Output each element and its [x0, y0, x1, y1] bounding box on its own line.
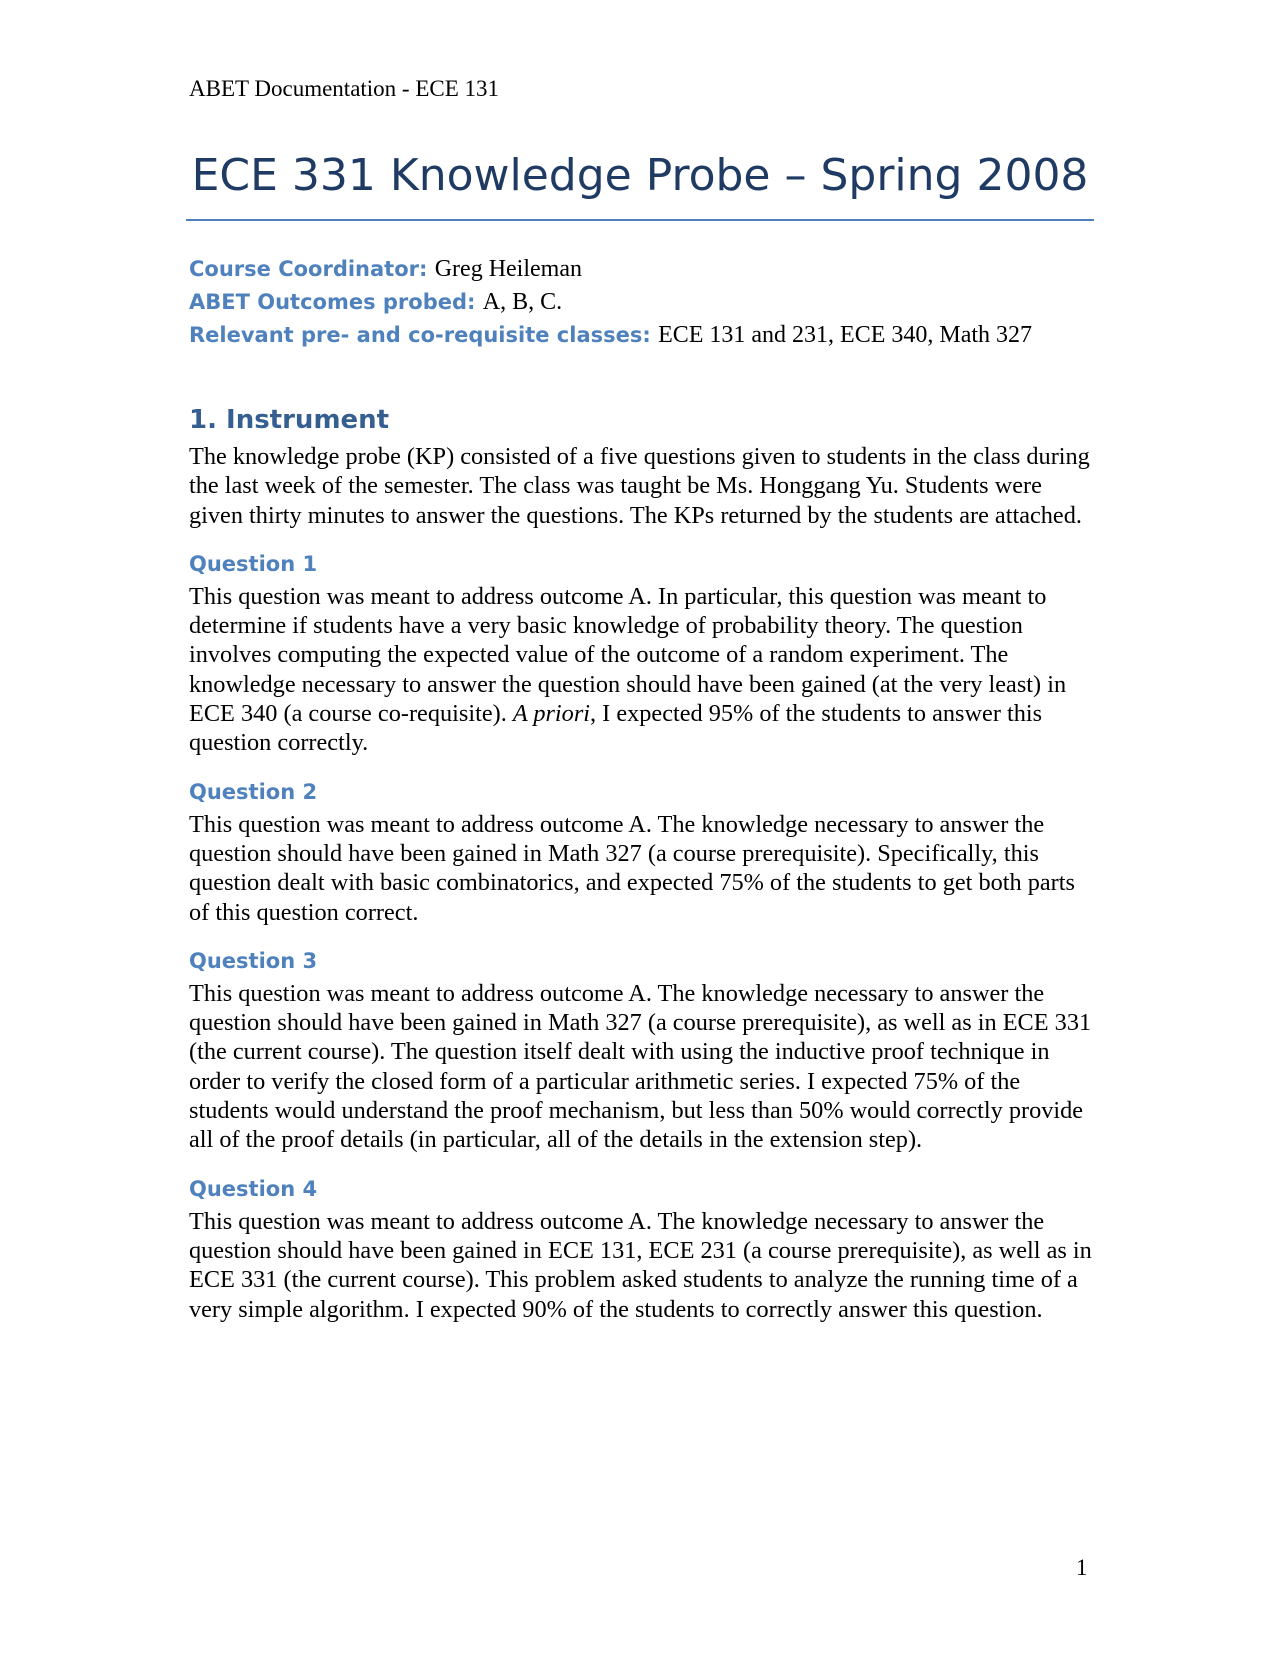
coordinator-label: Course Coordinator: — [189, 257, 428, 281]
course-metadata — [189, 256, 1089, 355]
question-1-text-start: This question was meant to address outcome A. In particular, this question was meant to determine if students have a very basic knowledge of probability theory. The question involves computing the expected value of the outcome of a random experiment. The knowledge necessary to answer the question should have been gained (at the very least) in ECE 340 (a course co-requisite). — [189, 582, 1067, 728]
question-4-heading: Question 4 — [189, 1176, 318, 1201]
instrument-paragraph: The knowledge probe (KP) consisted of a five questions given to students in the class during the last week of the semester. The class was taught be Ms. Honggang Yu. Students were given thirty minutes to answer the questions. The KPs returned by the students are attached. — [189, 443, 1090, 529]
outcomes-line — [189, 289, 1089, 322]
coordinator-line — [189, 256, 1089, 289]
question-1-italic-phrase: A priori — [512, 700, 591, 728]
question-1-heading: Question 1 — [189, 551, 318, 576]
coordinator-value: Greg Heileman — [434, 256, 582, 282]
running-header: ABET Documentation - ECE 131 — [189, 76, 500, 101]
document-body — [189, 404, 1094, 1324]
question-4-paragraph: This question was meant to address outcome A. The knowledge necessary to answer the question should have been gained in ECE 131, ECE 231 (a course prerequisite), as well as in ECE 331 (the current course). This problem asked students to analyze the running time of a very simple algorithm. I expected 90% of the students to correctly answer this question. — [189, 1207, 1092, 1323]
title-divider — [186, 219, 1094, 221]
prerequisites-value: ECE 131 and 231, ECE 340, Math 327 — [658, 322, 1033, 348]
question-3-paragraph: This question was meant to address outcome A. The knowledge necessary to answer the question should have been gained in Math 327 (a course prerequisite), as well as in ECE 331 (the current course). The question itself dealt with using the inductive proof technique in order to verify the closed form of a particular arithmetic series. I expected 75% of the students would understand the proof mechanism, but less than 50% would correctly provide all of the proof details (in particular, all of the details in the extension step). — [189, 979, 1092, 1154]
page-title: ECE 331 Knowledge Probe – Spring 2008 — [191, 150, 1089, 201]
question-3-heading: Question 3 — [189, 948, 318, 973]
prerequisites-line — [189, 322, 1089, 355]
section-heading-instrument: 1. Instrument — [189, 405, 390, 435]
question-1-paragraph — [189, 582, 1094, 758]
page-number: 1 — [1076, 1555, 1088, 1580]
outcomes-value: A, B, C. — [482, 289, 563, 315]
question-1-text-end: , I expected 95% of the students to answer this question correctly. — [189, 700, 1043, 757]
outcomes-label: ABET Outcomes probed: — [189, 290, 476, 314]
prerequisites-label: Relevant pre- and co-requisite classes: — [189, 323, 651, 347]
question-2-paragraph: This question was meant to address outcome A. The knowledge necessary to answer the question should have been gained in Math 327 (a course prerequisite). Specifically, this question dealt with basic combinatorics, and expected 75% of the students to get both parts of this question correct. — [189, 810, 1075, 926]
question-2-heading: Question 2 — [189, 779, 318, 804]
